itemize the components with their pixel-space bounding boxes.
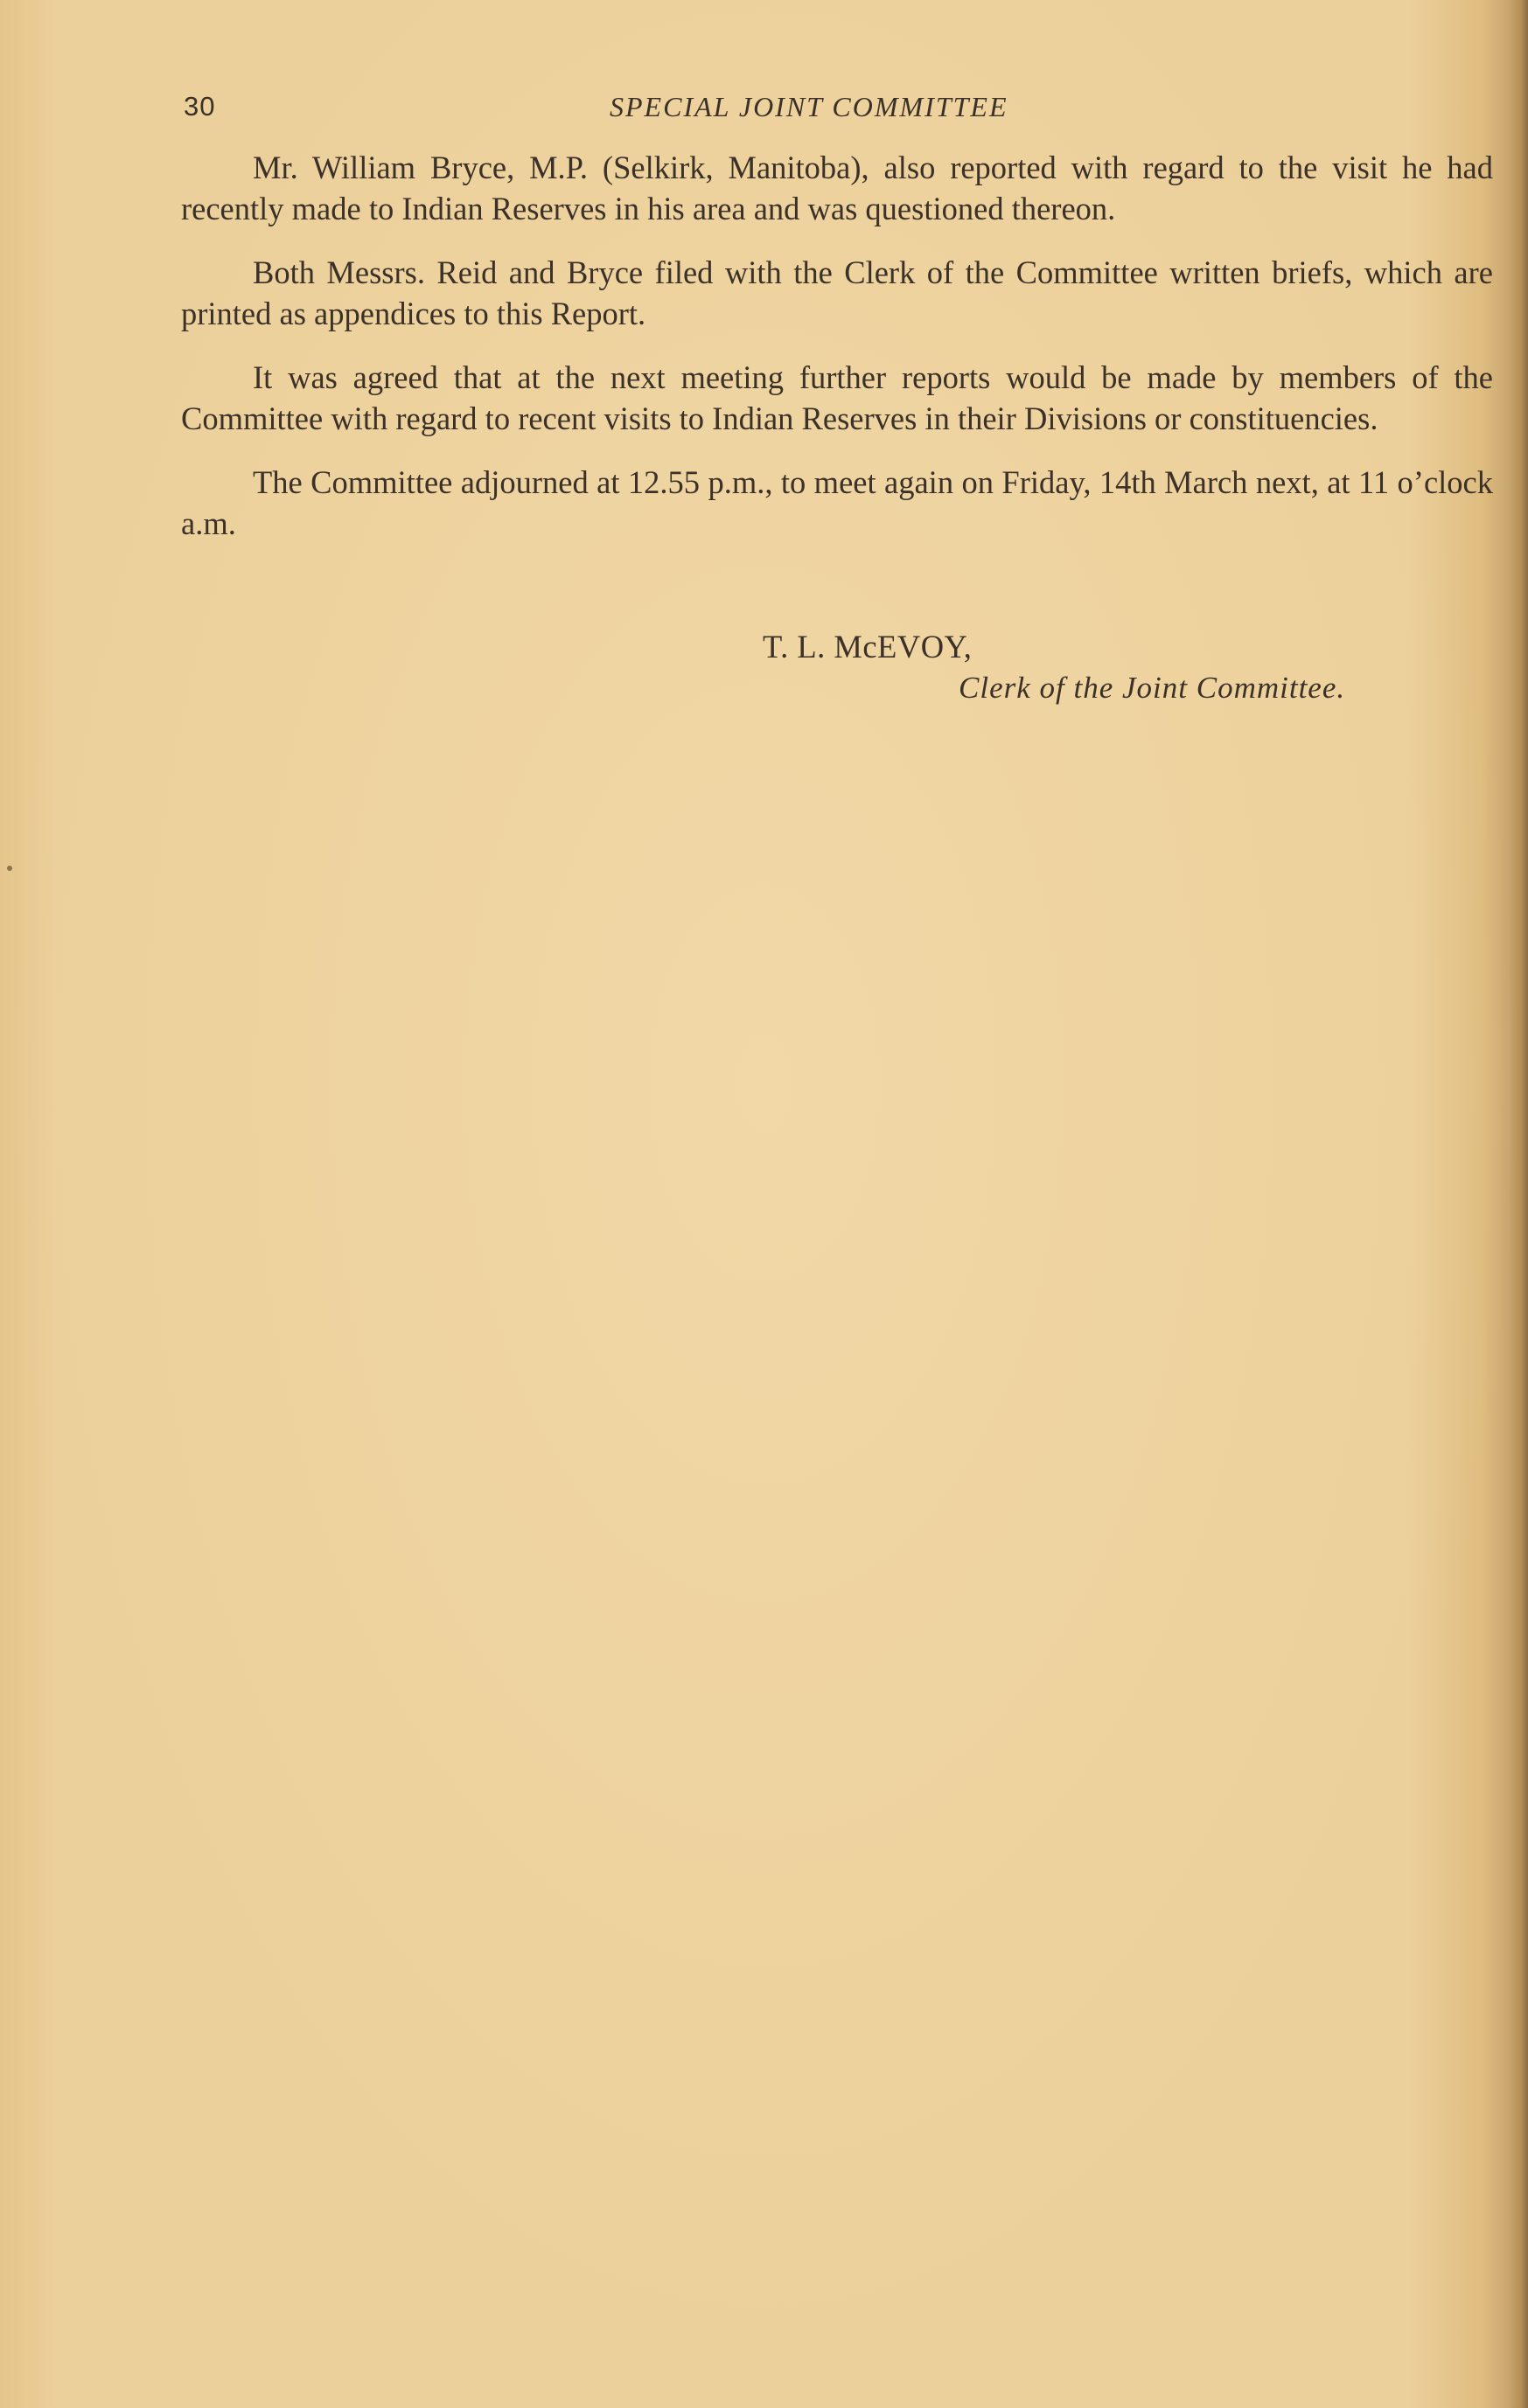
signature-title: Clerk of the Joint Committee. bbox=[959, 671, 1346, 705]
page-header bbox=[184, 91, 1496, 133]
paragraph-further-reports: It was agreed that at the next meeting further reports would be made by members of the Committee with regard to recent visits to Indian Reserves in their Divisions or constituencies. bbox=[181, 359, 1493, 436]
running-head: SPECIAL JOINT COMMITTEE bbox=[610, 91, 1008, 122]
paragraph-bryce-report: Mr. William Bryce, M.P. (Selkirk, Manitoba), also reported with regard to the visit he had recently made to Indian Reserves in his area and was questioned thereon. bbox=[181, 150, 1493, 226]
signature-name: T. L. McEVOY, bbox=[763, 629, 973, 665]
body-text bbox=[181, 147, 1493, 567]
page-number: 30 bbox=[184, 91, 216, 122]
paragraph-briefs-filed: Both Messrs. Reid and Bryce filed with the Clerk of the Committee written briefs, which are printed as appendices to this Report. bbox=[181, 254, 1493, 331]
page-edge-shadow bbox=[1509, 0, 1528, 2408]
paper-speck bbox=[7, 866, 12, 871]
paragraph-adjournment: The Committee adjourned at 12.55 p.m., to meet again on Friday, 14th March next, at 11 o’clock a.m. bbox=[181, 464, 1493, 541]
